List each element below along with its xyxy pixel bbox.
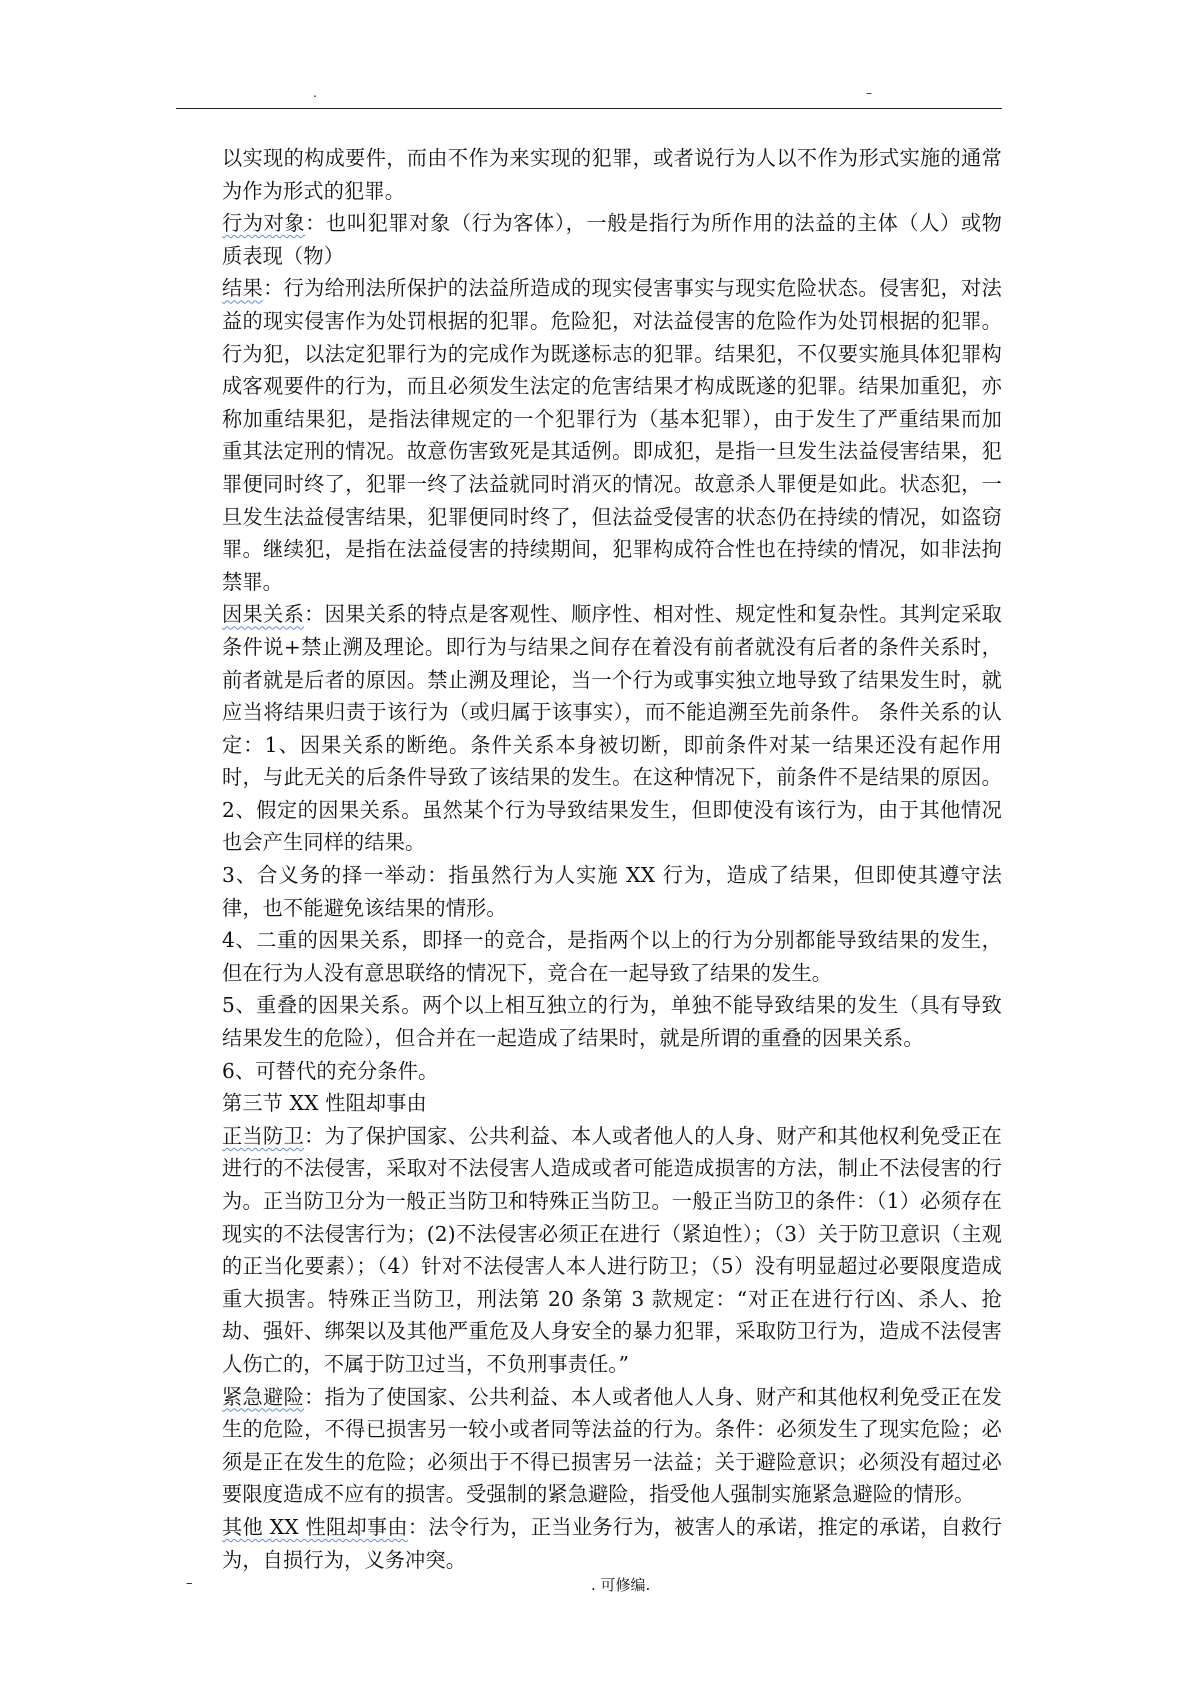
paragraph-continuation: 以实现的构成要件，而由不作为来实现的犯罪，或者说行为人以不作为形式实施的通常为作为形式的犯罪。 <box>222 146 1002 203</box>
section-heading: 第三节 XX 性阻却事由 <box>222 1091 427 1116</box>
list-item-6: 6、可替代的充分条件。 <box>222 1058 439 1083</box>
paragraph-causality: 因果关系：因果关系的特点是客观性、顺序性、相对性、规定性和复杂性。其判定采取条件说+禁止溯及理论。即行为与结果之间存在着没有前者就没有后者的条件关系时，前者就是后者的原因。禁止溯及理论，当一个行为或事实独立地导致了结果发生时，就应当将结果归责于该行为（或归属于该事实），而不能追溯至先前条件。 条件关系的认定：1、因果关系的断绝。条件关系本身被切断，即前条件对某一结果还没有起作用时，与此无关的后条件导致了该结果的发生。在这种情况下，前条件不是结果的原因。2、假定的因果关系。虽然某个行为导致结果发生，但即使没有该行为，由于其他情况也会产生同样的结果。 <box>222 602 1002 855</box>
paragraph-self-defense: 正当防卫：为了保护国家、公共利益、本人或者他人的人身、财产和其他权利免受正在进行的不法侵害，采取对不法侵害人造成或者可能造成损害的方法，制止不法侵害的行为。正当防卫分为一般正当防卫和特殊正当防卫。一般正当防卫的条件：（1）必须存在现实的不法侵害行为；(2)不法侵害必须正在进行（紧迫性）；（3）关于防卫意识（主观的正当化要素）；（4）针对不法侵害人本人进行防卫；（5）没有明显超过必要限度造成重大损害。特殊正当防卫，刑法第 20 条第 3 款规定：“对正在进行行凶、杀人、抢劫、强奸、绑架以及其他严重危及人身安全的暴力犯罪，采取防卫行为，造成不法侵害人伤亡的，不属于防卫过当，不负刑事责任。” <box>222 1123 1002 1376</box>
header-right-mark: – <box>866 86 872 100</box>
term-necessity: 紧急避险 <box>222 1384 305 1409</box>
paragraph-other-justifications: 其他 XX 性阻却事由：法令行为，正当业务行为，被害人的承诺，推定的承诺，自救行为，自损行为，义务冲突。 <box>222 1514 1002 1572</box>
term-other-justifications: 其他 XX 性阻却事由 <box>222 1514 408 1539</box>
term-result: 结果 <box>222 276 264 301</box>
paragraph-result: 结果：行为给刑法所保护的法益所造成的现实侵害事实与现实危险状态。侵害犯，对法益的现实侵害作为处罚根据的犯罪。危险犯，对法益侵害的危险作为处罚根据的犯罪。行为犯，以法定犯罪行为的完成作为既遂标志的犯罪。结果犯，不仅要实施具体犯罪构成客观要件的行为，而且必须发生法定的危害结果才构成既遂的犯罪。结果加重犯，亦称加重结果犯，是指法律规定的一个犯罪行为（基本犯罪），由于发生了严重结果而加重其法定刑的情况。故意伤害致死是其适例。即成犯，是指一旦发生法益侵害结果，犯罪便同时终了，犯罪一终了法益就同时消灭的情况。故意杀人罪便是如此。状态犯，一旦发生法益侵害结果，犯罪便同时终了，但法益受侵害的状态仍在持续的情况，如盗窃罪。继续犯，是指在法益侵害的持续期间，犯罪构成符合性也在持续的情况，如非法拘禁罪。 <box>222 276 1002 594</box>
header-left-mark: . <box>313 86 317 100</box>
term-causality: 因果关系 <box>222 602 305 627</box>
paragraph-necessity: 紧急避险：指为了使国家、公共利益、本人或者他人人身、财产和其他权利免受正在发生的危险，不得已损害另一较小或者同等法益的行为。条件：必须发生了现实危险；必须是正在发生的危险；必须出于不得已损害另一法益；关于避险意识；必须没有超过必要限度造成不应有的损害。受强制的紧急避险，指受他人强制实施紧急避险的情形。 <box>222 1384 1002 1507</box>
term-object: 行为对象 <box>222 211 306 236</box>
paragraph-object: 行为对象：也叫犯罪对象（行为客体），一般是指行为所作用的法益的主体（人）或物质表现（物） <box>222 211 1002 268</box>
footer-text: . 可修编. <box>591 1576 651 1594</box>
page-header <box>176 86 1002 109</box>
document-body <box>222 142 1002 1576</box>
list-item-3: 3、合义务的择一举动：指虽然行为人实施 XX 行为，造成了结果，但即使其遵守法律，也不能避免该结果的情形。 <box>222 863 1002 920</box>
list-item-5: 5、重叠的因果关系。两个以上相互独立的行为，单独不能导致结果的发生（具有导致结果发生的危险），但合并在一起造成了结果时，就是所谓的重叠的因果关系。 <box>222 993 1002 1051</box>
list-item-4: 4、二重的因果关系，即择一的竞合，是指两个以上的行为分别都能导致结果的发生，但在行为人没有意思联络的情况下，竞合在一起导致了结果的发生。 <box>222 928 1002 985</box>
footer-left-mark: – <box>186 1576 193 1591</box>
term-self-defense: 正当防卫 <box>222 1123 305 1148</box>
